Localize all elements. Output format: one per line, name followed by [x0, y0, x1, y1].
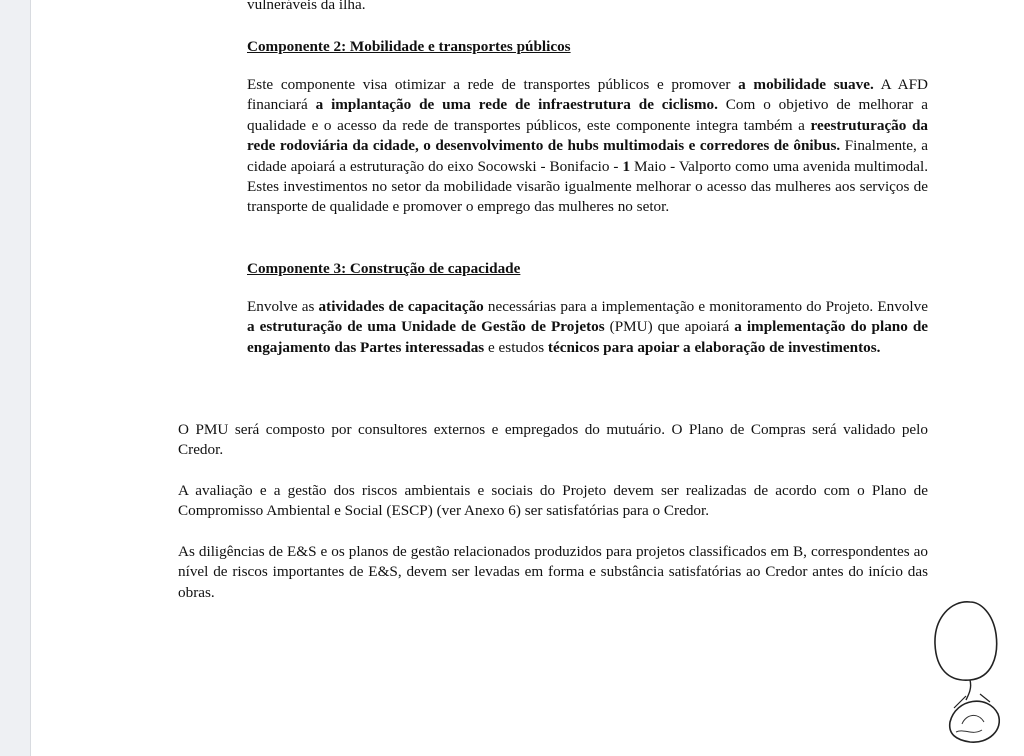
bold-run-1: atividades de capacitação	[318, 298, 484, 315]
bold-run-3: a estruturação de uma Unidade de Gestão de Projetos	[247, 318, 605, 336]
signature-stamp	[926, 596, 1008, 746]
text-run-2: necessárias para a implementação e monitoramento do Projeto. Envolve	[483, 298, 928, 315]
bold-run-3: a implantação de uma rede de infraestrutura de ciclismo.	[315, 96, 718, 114]
component-3-body	[247, 297, 928, 358]
top-fragment: vulneráveis da ilha.	[247, 0, 366, 13]
bold-run-5: reestruturação da rede rodoviária da cidade, o desenvolvimento de hubs multimodais e corredores de ônibus.	[247, 116, 928, 155]
paragraph-diligences: As diligências de E&S e os planos de gestão relacionados produzidos para projetos classificados em B, correspondentes ao nível de riscos importantes de E&S, devem ser levadas em forma e substância satisfatórias ao Credor antes do início das obras.	[178, 543, 928, 601]
text-run-4: Com o objetivo de melhorar a qualidade e o acesso da rede de transportes públicos, este componente integra também a	[247, 96, 928, 134]
bold-run-1: a mobilidade suave.	[738, 76, 874, 93]
text-run-2: A AFD financiará	[247, 76, 928, 114]
viewer-left-gutter	[0, 0, 31, 756]
text-run-8: Maio - Valporto como uma avenida multimodal. Estes investimentos no setor da mobilidade visarão igualmente melhorar o acesso das mulheres aos serviços de transporte de qualidade e promover o emprego das mulheres no setor.	[247, 157, 928, 216]
text-run-0: Envolve as	[247, 298, 319, 315]
component-2-heading: Componente 2: Mobilidade e transportes públicos	[247, 38, 571, 55]
signature-icon	[926, 596, 1008, 746]
component-3-heading: Componente 3: Construção de capacidade	[247, 260, 521, 277]
paragraph-risk-assessment: A avaliação e a gestão dos riscos ambientais e sociais do Projeto devem ser realizadas de acordo com o Plano de Compromisso Ambiental e Social (ESCP) (ver Anexo 6) ser satisfatórias para o Credor.	[178, 482, 928, 520]
document-page	[31, 0, 1024, 756]
text-run-4: (PMU) que apoiará	[604, 318, 735, 336]
bold-run-7: 1	[622, 157, 631, 175]
text-run-0: Este componente visa otimizar a rede de transportes públicos e promover	[247, 76, 739, 93]
text-run-6: Finalmente, a cidade apoiará a estruturação do eixo Socowski - Bonifacio -	[247, 137, 928, 175]
bold-run-5: a implementação do plano de engajamento das Partes interessadas	[247, 318, 929, 356]
bold-run-7: técnicos para apoiar a elaboração de investimentos.	[547, 338, 881, 356]
text-run-6: e estudos	[484, 338, 548, 356]
paragraph-pmu: O PMU será composto por consultores externos e empregados do mutuário. O Plano de Compras será validado pelo Credor.	[178, 421, 928, 459]
component-2-body	[247, 75, 928, 218]
